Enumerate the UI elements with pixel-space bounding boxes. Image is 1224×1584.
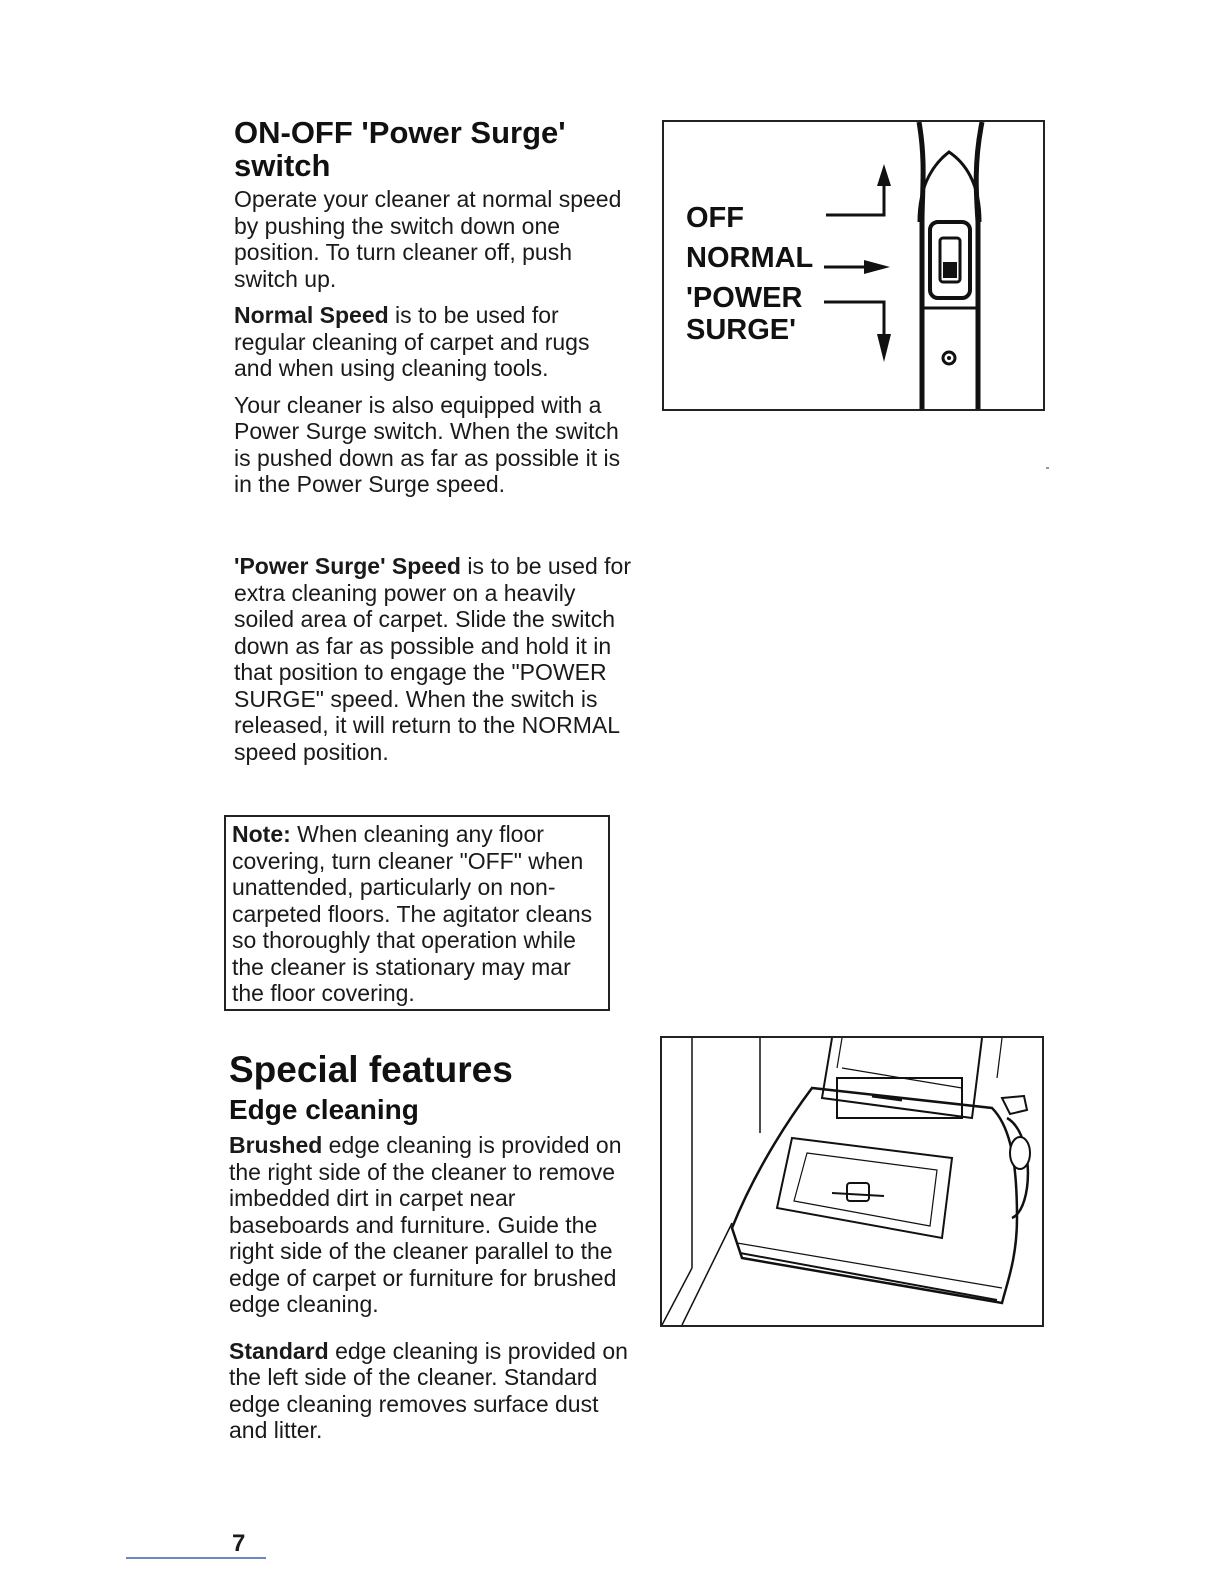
vacuum-base-drawing [662,1038,1042,1325]
paragraph-power-surge-speed [234,553,634,765]
label-power: 'POWER [686,282,803,314]
normal-speed-text: is to be used for regular cleaning of carpet and rugs and when using cleaning tools. [234,302,590,381]
paragraph-operate: Operate your cleaner at normal speed by pushing the switch down one position. To turn cleaner off, push switch up. [234,186,622,292]
power-surge-term: 'Power Surge' Speed [234,553,461,579]
note-box [224,815,610,1011]
note-body: When cleaning any floor covering, turn cleaner "OFF" when unattended, particularly on non-carpeted floors. The agitator cleans so thoroughly that operation while the cleaner is stationary may mar the floor covering. [232,821,593,1006]
brushed-text: edge cleaning is provided on the right side of the cleaner to remove imbedded dirt in carpet near baseboards and furniture. Guide the right side of the cleaner parallel to the edge of carpet or furniture for brushed edge cleaning. [229,1132,622,1317]
label-surge: SURGE' [686,314,797,346]
switch-handle-illustration [664,122,1043,409]
edge-cleaning-subtitle: Edge cleaning [229,1094,419,1125]
paragraph-brushed-edge [229,1132,629,1318]
speck [1046,467,1049,469]
switch-section [234,116,634,498]
switch-diagram [662,120,1045,411]
brushed-term: Brushed [229,1132,323,1158]
page-number: 7 [232,1530,246,1557]
paragraph-standard-edge [229,1338,629,1444]
note-label: Note: [232,821,291,847]
standard-term: Standard [229,1337,329,1364]
special-features-section [229,1050,629,1444]
edge-cleaning-illustration [660,1036,1044,1327]
paragraph-normal-speed [234,302,634,382]
paragraph-power-surge-switch: Your cleaner is also equipped with a Power Surge switch. When the switch is pushed down as far as possible it is in the Power Surge speed. [234,391,621,497]
section-title-line2: switch [234,148,331,183]
label-normal: NORMAL [686,242,814,274]
power-surge-text: is to be used for extra cleaning power on a heavily soiled area of carpet. Slide the switch down as far as possible and hold it in that position to engage the "POWER SURGE" speed. When the switch is released, it will return to the NORMAL speed position. [234,553,631,765]
special-features-title: Special features [229,1049,513,1090]
section-title-line1: ON-OFF 'Power Surge' [234,115,566,150]
power-surge-speed-section [234,553,634,765]
bottom-rule [126,1557,266,1559]
note-text [232,821,608,1007]
standard-text: edge cleaning is provided on the left side of the cleaner. Standard edge cleaning removes surface dust and litter. [229,1337,628,1443]
normal-speed-term: Normal Speed [234,302,389,328]
label-off: OFF [686,202,744,234]
